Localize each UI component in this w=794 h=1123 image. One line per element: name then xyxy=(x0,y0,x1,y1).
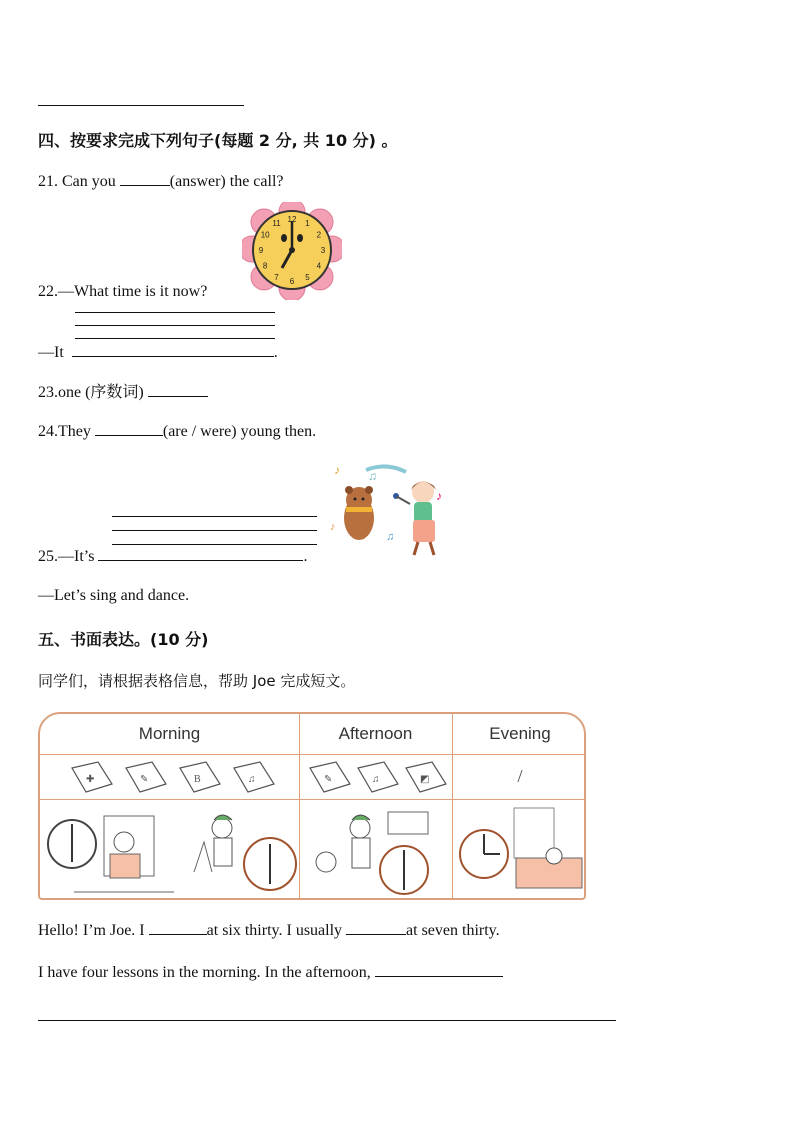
q25-reply: —Let’s sing and dance. xyxy=(38,587,190,604)
q25-answer-blank[interactable] xyxy=(98,546,303,561)
clock-number: 10 xyxy=(260,230,270,240)
sing-dance-illustration xyxy=(326,460,458,560)
singing-kids-icon xyxy=(326,460,458,560)
passage-line-2 xyxy=(38,962,503,982)
q24-text-after: (are / were) young then. xyxy=(162,423,317,440)
q21-text-before: Can you xyxy=(58,173,120,190)
question-25 xyxy=(38,546,307,566)
svg-text:♫: ♫ xyxy=(372,774,380,785)
clock-number: 12 xyxy=(287,215,297,224)
q22-text: —What time is it now? xyxy=(58,283,208,300)
header-evening: Evening xyxy=(489,724,551,743)
q25-end: . xyxy=(303,548,308,565)
clock-number: 7 xyxy=(274,272,279,282)
q21-blank[interactable] xyxy=(120,171,170,186)
q22-line-3[interactable] xyxy=(75,338,275,339)
passage-2a: I have four lessons in the morning. In the afternoon, xyxy=(38,964,375,981)
clock-number: 9 xyxy=(258,246,264,255)
passage-blank-1[interactable] xyxy=(149,920,207,935)
clock-number: 8 xyxy=(262,261,268,271)
svg-text:♫: ♫ xyxy=(368,469,377,483)
section-5-instruction: 同学们，请根据表格信息，帮助 Joe 完成短文。 xyxy=(38,672,356,690)
q24-number: 24. xyxy=(38,423,58,440)
question-24 xyxy=(38,421,316,441)
clock-number: 6 xyxy=(289,277,295,286)
schedule-table xyxy=(38,712,586,900)
q25-line-3[interactable] xyxy=(112,544,317,545)
morning-books-icons xyxy=(68,758,298,798)
svg-text:♫: ♫ xyxy=(386,531,395,543)
top-answer-line xyxy=(38,105,244,106)
q21-text-after: (answer) the call? xyxy=(169,173,284,190)
svg-text:✚: ✚ xyxy=(86,774,95,785)
passage-blank-2[interactable] xyxy=(346,920,406,935)
q24-blank[interactable] xyxy=(95,421,163,436)
header-morning: Morning xyxy=(138,724,201,743)
q23-number: 23. xyxy=(38,384,58,401)
table-header-rule xyxy=(40,754,584,755)
q25-line-1[interactable] xyxy=(112,516,317,517)
q24-text-before: They xyxy=(58,423,95,440)
section-4-title: 四、按要求完成下列句子(每题 2 分, 共 10 分) 。 xyxy=(38,131,398,150)
passage-line-1 xyxy=(38,920,500,940)
passage-1b: at six thirty. I usually xyxy=(206,922,347,939)
q22-answer-prefix: —It xyxy=(38,344,64,361)
q22-line-1[interactable] xyxy=(75,312,275,313)
passage-blank-3[interactable] xyxy=(375,962,503,977)
q25-number: 25. xyxy=(38,548,58,565)
question-22 xyxy=(38,283,207,301)
q22-end: . xyxy=(273,344,278,361)
q21-number: 21. xyxy=(38,173,58,190)
evening-empty-mark: / xyxy=(517,766,523,786)
clock-number: 5 xyxy=(305,272,310,282)
svg-text:♪: ♪ xyxy=(330,521,336,533)
svg-text:◩: ◩ xyxy=(420,774,430,785)
q23-text: one (序数词) xyxy=(58,384,148,401)
table-row-rule xyxy=(40,799,584,800)
clock-illustration xyxy=(242,202,342,300)
question-23 xyxy=(38,379,208,402)
clock-number: 3 xyxy=(320,246,326,255)
q25-prefix: —It’s xyxy=(58,548,95,565)
clock-number: 4 xyxy=(316,261,322,271)
morning-scenes xyxy=(44,802,298,898)
q23-blank[interactable] xyxy=(148,382,208,397)
passage-answer-line[interactable] xyxy=(38,1020,616,1021)
section-5-title: 五、书面表达。(10 分) xyxy=(38,630,209,649)
q22-answer xyxy=(38,342,278,362)
svg-text:✎: ✎ xyxy=(140,774,149,785)
svg-text:♪: ♪ xyxy=(436,489,442,503)
q22-number: 22. xyxy=(38,283,58,300)
evening-scene xyxy=(454,802,586,898)
svg-text:♫: ♫ xyxy=(248,774,256,785)
afternoon-books-icons xyxy=(306,758,451,798)
question-21 xyxy=(38,171,284,191)
svg-text:♪: ♪ xyxy=(334,463,340,477)
svg-text:B: B xyxy=(194,774,201,785)
clock-icon xyxy=(242,202,342,300)
passage-1a: Hello! I’m Joe. I xyxy=(38,922,149,939)
clock-number: 1 xyxy=(305,219,310,229)
passage-1c: at seven thirty. xyxy=(406,922,500,939)
header-afternoon: Afternoon xyxy=(338,724,413,743)
afternoon-scenes xyxy=(302,802,450,898)
clock-number: 2 xyxy=(316,230,322,240)
q25-line-2[interactable] xyxy=(112,530,317,531)
q22-line-2[interactable] xyxy=(75,325,275,326)
q22-answer-blank[interactable] xyxy=(72,342,274,357)
svg-text:✎: ✎ xyxy=(324,774,333,785)
clock-number: 11 xyxy=(272,219,281,229)
